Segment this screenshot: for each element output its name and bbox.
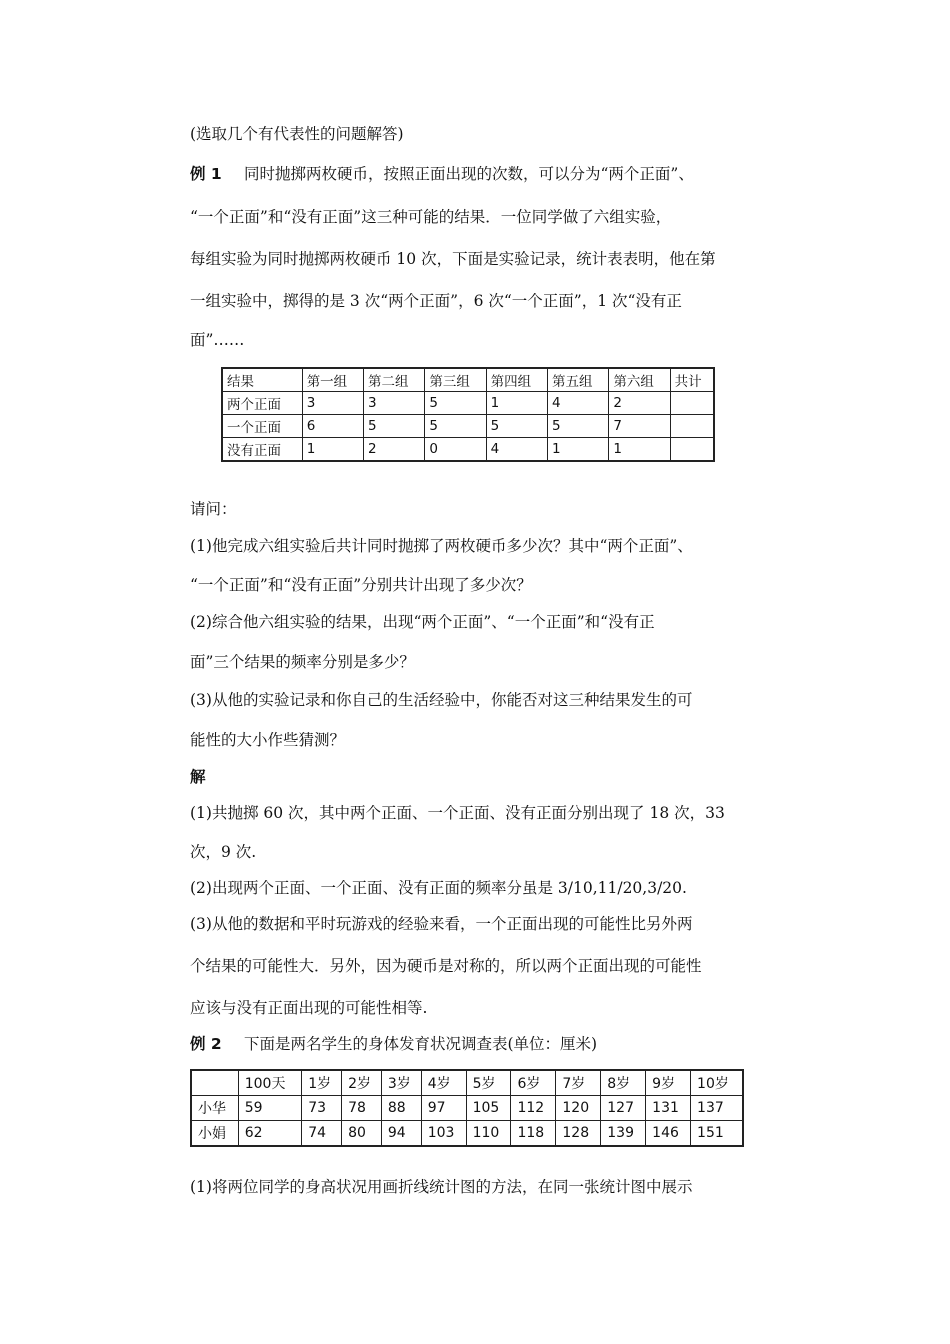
table-header-cell: 2岁 <box>342 1070 382 1096</box>
table-cell: 7 <box>609 415 670 438</box>
example2-question-1: (1)将两位同学的身高状况用画折线统计图的方法，在同一张统计图中展示 <box>190 1178 693 1196</box>
example1-line-5: 面”…… <box>190 331 245 349</box>
table-header-cell: 结果 <box>222 368 302 392</box>
table-row <box>222 438 714 462</box>
example1-line-4: 一组实验中，掷得的是 3 次“两个正面”，6 次“一个正面”，1 次“没有正 <box>190 292 682 310</box>
question-line-5: (3)从他的实验记录和你自己的生活经验中，你能否对这三种结果发生的可 <box>190 691 693 709</box>
table-cell: 131 <box>646 1096 691 1121</box>
table-header-cell: 6岁 <box>511 1070 556 1096</box>
table-cell <box>670 415 714 438</box>
ask-line: 请问： <box>190 500 237 518</box>
table-cell: 0 <box>425 438 486 462</box>
table-cell: 120 <box>556 1096 601 1121</box>
table-header-cell: 9岁 <box>646 1070 691 1096</box>
table-cell: 105 <box>466 1096 511 1121</box>
table-header-cell: 第一组 <box>302 368 363 392</box>
solution-line-1: (1)共抛掷 60 次，其中两个正面、一个正面、没有正面分别出现了 18 次，33 <box>190 804 725 822</box>
solution-line-2: 次，9 次. <box>190 843 257 861</box>
table-cell: 小娟 <box>191 1121 238 1147</box>
table-cell: 5 <box>425 392 486 415</box>
question-line-3: (2)综合他六组实验的结果，出现“两个正面”、“一个正面”和“没有正 <box>190 613 655 631</box>
table-cell: 3 <box>364 392 425 415</box>
table-cell: 78 <box>342 1096 382 1121</box>
table-header-row <box>191 1070 743 1096</box>
table-cell: 88 <box>381 1096 421 1121</box>
table-cell: 137 <box>691 1096 743 1121</box>
table-cell: 73 <box>302 1096 342 1121</box>
table-cell: 1 <box>302 438 363 462</box>
table-header-cell: 10岁 <box>691 1070 743 1096</box>
coin-experiment-table <box>221 367 715 462</box>
table-header-cell: 第五组 <box>548 368 609 392</box>
table-header-cell: 共计 <box>670 368 714 392</box>
example1-label: 例 1 <box>190 165 222 183</box>
table-header-cell: 3岁 <box>381 1070 421 1096</box>
table-cell <box>670 392 714 415</box>
table-cell: 127 <box>601 1096 646 1121</box>
question-line-6: 能性的大小作些猜测？ <box>190 731 346 749</box>
table-cell: 80 <box>342 1121 382 1147</box>
solution-line-6: 应该与没有正面出现的可能性相等. <box>190 999 428 1017</box>
example1-line-1: 同时抛掷两枚硬币，按照正面出现的次数，可以分为“两个正面”、 <box>244 165 694 183</box>
table-header-cell: 第二组 <box>364 368 425 392</box>
table-cell: 4 <box>548 392 609 415</box>
table-cell: 1 <box>548 438 609 462</box>
table-cell: 74 <box>302 1121 342 1147</box>
question-line-1: (1)他完成六组实验后共计同时抛掷了两枚硬币多少次？其中“两个正面”、 <box>190 537 693 555</box>
table-cell: 139 <box>601 1121 646 1147</box>
table-row <box>222 415 714 438</box>
table-cell: 103 <box>421 1121 466 1147</box>
table-header-cell: 4岁 <box>421 1070 466 1096</box>
table-cell: 没有正面 <box>222 438 302 462</box>
table-row <box>191 1096 743 1121</box>
table-cell: 5 <box>364 415 425 438</box>
table-cell: 6 <box>302 415 363 438</box>
height-survey-table <box>190 1069 744 1147</box>
table-cell: 5 <box>548 415 609 438</box>
table-header-cell: 8岁 <box>601 1070 646 1096</box>
table-header-cell: 1岁 <box>302 1070 342 1096</box>
table-header-cell: 第三组 <box>425 368 486 392</box>
table-row <box>191 1121 743 1147</box>
table-header-cell: 第六组 <box>609 368 670 392</box>
example2-title: 下面是两名学生的身体发育状况调查表(单位：厘米) <box>244 1035 598 1053</box>
question-line-4: 面”三个结果的频率分别是多少？ <box>190 653 415 671</box>
table-cell: 两个正面 <box>222 392 302 415</box>
table-header-cell: 第四组 <box>486 368 547 392</box>
solution-label: 解 <box>190 768 206 786</box>
table-cell: 151 <box>691 1121 743 1147</box>
table-cell: 62 <box>238 1121 302 1147</box>
table-cell: 1 <box>609 438 670 462</box>
table-cell: 5 <box>425 415 486 438</box>
table-cell: 118 <box>511 1121 556 1147</box>
table-header-row <box>222 368 714 392</box>
intro-line: (选取几个有代表性的问题解答) <box>190 125 404 143</box>
table-row <box>222 392 714 415</box>
table-header-cell <box>191 1070 238 1096</box>
table-cell: 59 <box>238 1096 302 1121</box>
table-cell: 112 <box>511 1096 556 1121</box>
solution-line-3: (2)出现两个正面、一个正面、没有正面的频率分虽是 3/10,11/20,3/20. <box>190 879 687 897</box>
table-header-cell: 100天 <box>238 1070 302 1096</box>
table-cell: 小华 <box>191 1096 238 1121</box>
table-header-cell: 7岁 <box>556 1070 601 1096</box>
example2-label: 例 2 <box>190 1035 222 1053</box>
table-cell: 146 <box>646 1121 691 1147</box>
table-cell: 4 <box>486 438 547 462</box>
table-cell: 3 <box>302 392 363 415</box>
table-cell: 5 <box>486 415 547 438</box>
table-cell: 2 <box>364 438 425 462</box>
example1-line-2: “一个正面”和“没有正面”这三种可能的结果．一位同学做了六组实验， <box>190 208 672 226</box>
question-line-2: “一个正面”和“没有正面”分别共计出现了多少次？ <box>190 576 532 594</box>
solution-line-4: (3)从他的数据和平时玩游戏的经验来看，一个正面出现的可能性比另外两 <box>190 915 693 933</box>
table-cell: 94 <box>381 1121 421 1147</box>
table-cell: 110 <box>466 1121 511 1147</box>
table-cell: 128 <box>556 1121 601 1147</box>
table-cell: 2 <box>609 392 670 415</box>
example1-line-3: 每组实验为同时抛掷两枚硬币 10 次，下面是实验记录，统计表表明，他在第 <box>190 250 716 268</box>
table-header-cell: 5岁 <box>466 1070 511 1096</box>
table-cell <box>670 438 714 462</box>
table-cell: 一个正面 <box>222 415 302 438</box>
table-cell: 97 <box>421 1096 466 1121</box>
table-cell: 1 <box>486 392 547 415</box>
solution-line-5: 个结果的可能性大．另外，因为硬币是对称的，所以两个正面出现的可能性 <box>190 957 702 975</box>
